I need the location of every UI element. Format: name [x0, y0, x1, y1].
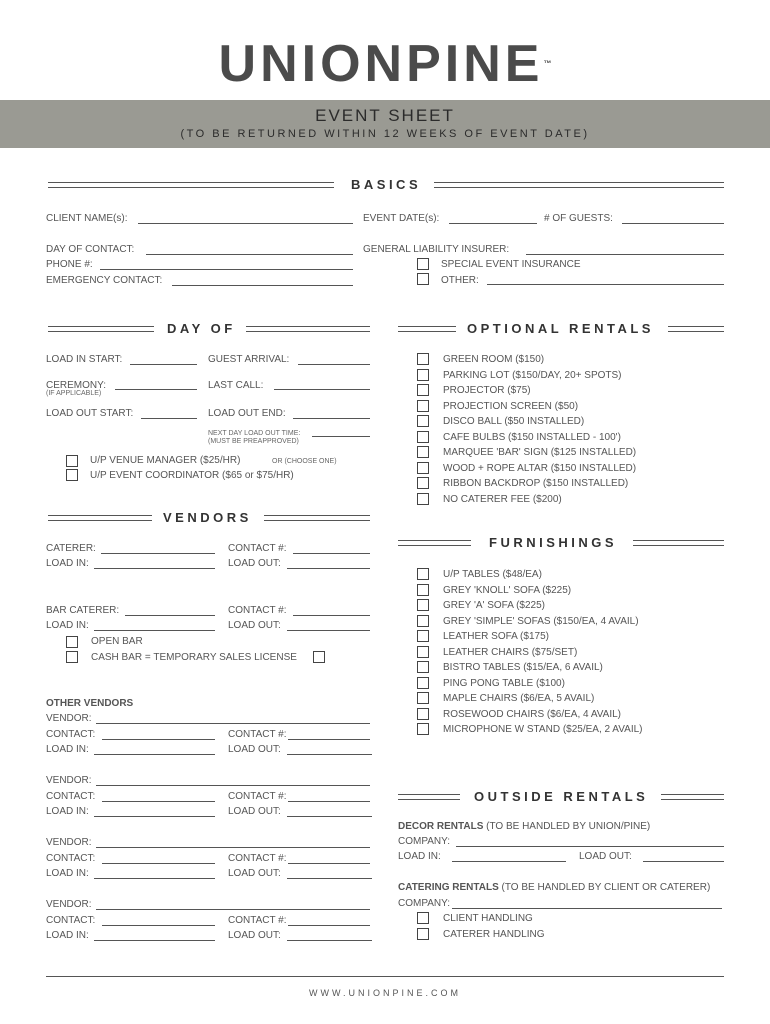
- furnishing-label: U/P TABLES ($48/EA): [443, 569, 542, 580]
- vendor-load-in-label: LOAD IN:: [46, 930, 89, 941]
- vendor-load-out-label: LOAD OUT:: [228, 868, 281, 879]
- caterer-load-out-label: LOAD OUT:: [228, 558, 281, 569]
- load-in-start-label: LOAD IN START:: [46, 354, 123, 365]
- optional-rental-label: GREEN ROOM ($150): [443, 354, 545, 365]
- caterer-load-in-label: LOAD IN:: [46, 558, 89, 569]
- special-insurance-checkbox[interactable]: [417, 258, 429, 270]
- emergency-label: EMERGENCY CONTACT:: [46, 275, 163, 286]
- last-call-label: LAST CALL:: [208, 380, 264, 391]
- caterer-field[interactable]: [101, 553, 215, 554]
- furnishing-checkbox[interactable]: [417, 677, 429, 689]
- furnishing-label: BISTRO TABLES ($15/EA, 6 AVAIL): [443, 662, 603, 673]
- divider: [48, 182, 334, 188]
- vendor-contact-label: CONTACT:: [46, 729, 96, 740]
- vendor-load-out-label: LOAD OUT:: [228, 930, 281, 941]
- vendor-contact-label: CONTACT:: [46, 791, 96, 802]
- event-coordinator-checkbox[interactable]: [66, 469, 78, 481]
- vendor-load-in-field[interactable]: [94, 754, 215, 755]
- bar-load-out-label: LOAD OUT:: [228, 620, 281, 631]
- divider: [264, 515, 370, 521]
- day-of-contact-field[interactable]: [146, 254, 353, 255]
- vendor-load-out-field[interactable]: [287, 754, 372, 755]
- divider: [633, 540, 724, 546]
- section-vendors: VENDORS: [163, 510, 252, 525]
- vendor-label: VENDOR:: [46, 713, 92, 724]
- divider: [398, 794, 460, 800]
- vendor-contact-label: CONTACT:: [46, 853, 96, 864]
- page-subtitle: (TO BE RETURNED WITHIN 12 WEEKS OF EVENT DATE): [180, 128, 590, 140]
- other-insurance-label: OTHER:: [441, 275, 479, 286]
- emergency-field[interactable]: [172, 285, 353, 286]
- vendor-contact-field[interactable]: [102, 801, 215, 802]
- vendor-load-in-label: LOAD IN:: [46, 744, 89, 755]
- furnishing-checkbox[interactable]: [417, 661, 429, 673]
- event-coordinator-label: U/P EVENT COORDINATOR ($65 or $75/HR): [90, 470, 294, 481]
- client-names-label: CLIENT NAME(s):: [46, 213, 128, 224]
- other-vendors-heading: OTHER VENDORS: [46, 698, 134, 709]
- furnishing-label: GREY 'SIMPLE' SOFAS ($150/EA, 4 AVAIL): [443, 615, 639, 627]
- vendor-load-in-field[interactable]: [94, 878, 215, 879]
- load-out-end-field[interactable]: [293, 418, 370, 419]
- decor-load-in-label: LOAD IN:: [398, 851, 441, 862]
- caterer-label: CATERER:: [46, 543, 96, 554]
- furnishing-checkbox[interactable]: [417, 615, 429, 627]
- cash-bar-label: CASH BAR = TEMPORARY SALES LICENSE: [91, 652, 297, 663]
- venue-manager-checkbox[interactable]: [66, 455, 78, 467]
- optional-rental-checkbox[interactable]: [417, 477, 429, 489]
- optional-rental-checkbox[interactable]: [417, 493, 429, 505]
- section-basics: BASICS: [351, 177, 422, 192]
- decor-load-in-field[interactable]: [452, 861, 566, 862]
- caterer-load-in-field[interactable]: [94, 568, 215, 569]
- phone-label: PHONE #:: [46, 259, 93, 270]
- furnishing-label: LEATHER CHAIRS ($75/SET): [443, 646, 578, 658]
- furnishing-label: ROSEWOOD CHAIRS ($6/EA, 4 AVAIL): [443, 708, 622, 720]
- insurer-label: GENERAL LIABILITY INSURER:: [363, 244, 510, 255]
- optional-rental-checkbox[interactable]: [417, 400, 429, 412]
- divider: [434, 182, 724, 188]
- open-bar-checkbox[interactable]: [66, 636, 78, 648]
- furnishing-label: LEATHER SOFA ($175): [443, 631, 549, 642]
- next-day-field[interactable]: [312, 436, 370, 437]
- vendor-contact-num-field[interactable]: [288, 739, 370, 740]
- divider: [398, 540, 471, 546]
- sales-license-checkbox[interactable]: [313, 651, 325, 663]
- bar-load-in-field[interactable]: [94, 630, 215, 631]
- vendor-label: VENDOR:: [46, 837, 92, 848]
- optional-rental-checkbox[interactable]: [417, 384, 429, 396]
- furnishing-label: MAPLE CHAIRS ($6/EA, 5 AVAIL): [443, 693, 595, 704]
- furnishing-checkbox[interactable]: [417, 692, 429, 704]
- divider: [48, 515, 152, 521]
- optional-rental-checkbox[interactable]: [417, 353, 429, 365]
- footer-rule: [46, 976, 724, 977]
- vendor-contact-label: CONTACT:: [46, 915, 96, 926]
- section-outside-rentals: OUTSIDE RENTALS: [474, 789, 649, 804]
- vendor-field[interactable]: [96, 909, 370, 910]
- vendor-load-in-field[interactable]: [94, 940, 215, 941]
- vendor-load-out-field[interactable]: [287, 940, 372, 941]
- optional-rental-checkbox[interactable]: [417, 462, 429, 474]
- vendor-contact-num-label: CONTACT #:: [228, 853, 287, 864]
- vendor-load-out-label: LOAD OUT:: [228, 806, 281, 817]
- open-bar-label: OPEN BAR: [91, 636, 143, 647]
- page-title: EVENT SHEET: [315, 106, 455, 125]
- day-of-contact-label: DAY OF CONTACT:: [46, 244, 135, 255]
- vendor-field[interactable]: [96, 847, 370, 848]
- client-handling-label: CLIENT HANDLING: [443, 913, 533, 924]
- furnishing-checkbox[interactable]: [417, 646, 429, 658]
- vendor-load-out-field[interactable]: [287, 816, 372, 817]
- ceremony-field[interactable]: [115, 389, 197, 390]
- optional-rental-checkbox[interactable]: [417, 369, 429, 381]
- optional-rental-checkbox[interactable]: [417, 446, 429, 458]
- optional-rental-label: WOOD + ROPE ALTAR ($150 INSTALLED): [443, 462, 637, 474]
- cash-bar-checkbox[interactable]: [66, 651, 78, 663]
- choose-one-note: OR (CHOOSE ONE): [272, 458, 337, 465]
- vendor-load-in-label: LOAD IN:: [46, 868, 89, 879]
- divider: [398, 326, 456, 332]
- divider: [661, 794, 724, 800]
- event-dates-field[interactable]: [449, 223, 537, 224]
- ceremony-label: CEREMONY:: [46, 380, 107, 391]
- vendor-load-out-label: LOAD OUT:: [228, 744, 281, 755]
- optional-rental-label: RIBBON BACKDROP ($150 INSTALLED): [443, 478, 629, 489]
- bar-caterer-label: BAR CATERER:: [46, 605, 120, 616]
- vendor-contact-field[interactable]: [102, 739, 215, 740]
- divider: [48, 326, 154, 332]
- last-call-field[interactable]: [274, 389, 370, 390]
- vendor-load-in-label: LOAD IN:: [46, 806, 89, 817]
- caterer-handling-checkbox[interactable]: [417, 928, 429, 940]
- load-out-start-field[interactable]: [141, 418, 197, 419]
- bar-contact-label: CONTACT #:: [228, 605, 287, 616]
- optional-rental-label: CAFE BULBS ($150 INSTALLED - 100'): [443, 431, 621, 443]
- vendor-field[interactable]: [96, 785, 370, 786]
- vendor-field[interactable]: [96, 723, 370, 724]
- special-insurance-label: SPECIAL EVENT INSURANCE: [441, 259, 581, 270]
- section-day-of: DAY OF: [167, 321, 236, 336]
- optional-rental-checkbox[interactable]: [417, 431, 429, 443]
- decor-load-out-label: LOAD OUT:: [579, 851, 632, 862]
- decor-load-out-field[interactable]: [643, 861, 724, 862]
- optional-rental-label: PROJECTION SCREEN ($50): [443, 400, 579, 412]
- furnishing-checkbox[interactable]: [417, 630, 429, 642]
- caterer-contact-field[interactable]: [293, 553, 370, 554]
- bar-load-in-label: LOAD IN:: [46, 620, 89, 631]
- other-insurance-field[interactable]: [487, 284, 724, 285]
- furnishing-label: GREY 'KNOLL' SOFA ($225): [443, 584, 572, 596]
- vendor-load-out-field[interactable]: [287, 878, 372, 879]
- preapproved-note: (MUST BE PREAPPROVED): [208, 438, 299, 445]
- guests-label: # OF GUESTS:: [544, 213, 613, 224]
- load-in-start-field[interactable]: [130, 364, 197, 365]
- vendor-label: VENDOR:: [46, 775, 92, 786]
- furnishing-checkbox[interactable]: [417, 568, 429, 580]
- catering-rentals-label: CATERING RENTALS (TO BE HANDLED BY CLIENT OR CATERER): [398, 882, 711, 893]
- caterer-contact-label: CONTACT #:: [228, 543, 287, 554]
- vendor-contact-num-field[interactable]: [288, 925, 370, 926]
- guest-arrival-label: GUEST ARRIVAL:: [208, 354, 290, 365]
- bar-load-out-field[interactable]: [287, 630, 370, 631]
- vendor-load-in-field[interactable]: [94, 816, 215, 817]
- next-day-label: NEXT DAY LOAD OUT TIME:: [208, 430, 301, 437]
- event-dates-label: EVENT DATE(s):: [363, 213, 440, 224]
- decor-company-label: COMPANY:: [398, 836, 451, 847]
- vendor-contact-num-label: CONTACT #:: [228, 791, 287, 802]
- vendor-contact-num-field[interactable]: [288, 801, 370, 802]
- venue-manager-label: U/P VENUE MANAGER ($25/HR): [90, 455, 241, 466]
- optional-rental-label: PARKING LOT ($150/DAY, 20+ SPOTS): [443, 369, 622, 381]
- furnishing-checkbox[interactable]: [417, 599, 429, 611]
- furnishing-checkbox[interactable]: [417, 708, 429, 720]
- furnishing-checkbox[interactable]: [417, 584, 429, 596]
- header-banner: [0, 100, 770, 148]
- if-applicable-note: (IF APPLICABLE): [46, 390, 102, 397]
- vendor-contact-field[interactable]: [102, 925, 215, 926]
- bar-caterer-field[interactable]: [125, 615, 215, 616]
- load-out-start-label: LOAD OUT START:: [46, 408, 134, 419]
- insurer-field[interactable]: [526, 254, 724, 255]
- vendor-contact-num-field[interactable]: [288, 863, 370, 864]
- furnishing-label: GREY 'A' SOFA ($225): [443, 600, 546, 611]
- divider: [246, 326, 370, 332]
- other-insurance-checkbox[interactable]: [417, 273, 429, 285]
- client-handling-checkbox[interactable]: [417, 912, 429, 924]
- vendor-label: VENDOR:: [46, 899, 92, 910]
- furnishing-label: PING PONG TABLE ($100): [443, 677, 565, 689]
- decor-company-field[interactable]: [456, 846, 724, 847]
- client-names-field[interactable]: [138, 223, 353, 224]
- optional-rental-label: PROJECTOR ($75): [443, 385, 531, 396]
- optional-rental-label: MARQUEE 'BAR' SIGN ($125 INSTALLED): [443, 447, 637, 458]
- vendor-contact-num-label: CONTACT #:: [228, 729, 287, 740]
- guests-field[interactable]: [622, 223, 724, 224]
- caterer-handling-label: CATERER HANDLING: [443, 929, 545, 940]
- phone-field[interactable]: [100, 269, 353, 270]
- divider: [668, 326, 724, 332]
- section-optional-rentals: OPTIONAL RENTALS: [467, 321, 654, 336]
- logo: UNIONPINE™: [218, 35, 552, 93]
- vendor-contact-field[interactable]: [102, 863, 215, 864]
- vendor-contact-num-label: CONTACT #:: [228, 915, 287, 926]
- optional-rental-label: DISCO BALL ($50 INSTALLED): [443, 416, 585, 427]
- optional-rental-checkbox[interactable]: [417, 415, 429, 427]
- guest-arrival-field[interactable]: [298, 364, 370, 365]
- furnishing-checkbox[interactable]: [417, 723, 429, 735]
- caterer-load-out-field[interactable]: [287, 568, 370, 569]
- load-out-end-label: LOAD OUT END:: [208, 408, 286, 419]
- section-furnishings: FURNISHINGS: [489, 535, 618, 550]
- decor-rentals-label: DECOR RENTALS (TO BE HANDLED BY UNION/PINE): [398, 821, 651, 832]
- footer-url[interactable]: WWW.UNIONPINE.COM: [309, 988, 461, 998]
- catering-company-field[interactable]: [452, 908, 722, 909]
- furnishing-label: MICROPHONE W STAND ($25/EA, 2 AVAIL): [443, 724, 643, 735]
- bar-contact-field[interactable]: [293, 615, 370, 616]
- catering-company-label: COMPANY:: [398, 898, 451, 909]
- optional-rental-label: NO CATERER FEE ($200): [443, 493, 562, 505]
